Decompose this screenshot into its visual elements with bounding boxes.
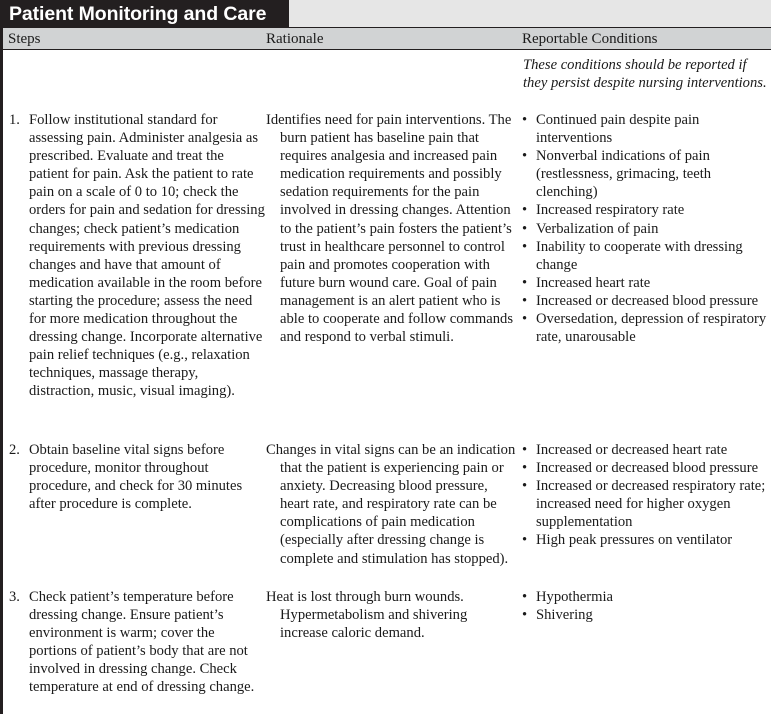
bullet-icon: • xyxy=(522,532,528,549)
condition-item: • Continued pain despite pain interventions xyxy=(522,112,700,147)
condition-item: • Shivering xyxy=(522,607,593,624)
conditions-list-3 xyxy=(521,588,771,624)
rationale-1: Identifies need for pain interventions. The burn patient has baseline pain that requires analgesia and increased pain medication requirements and possibly sedation requirements for the pain involved in dressing changes. Attention to the patient’s pain fosters the patient’s trust in healthcare personnel to control pain and promotes cooperation with future burn wound care. Goal of pain management is an alert patient who is able to cooperate and follow commands and respond to verbal stimuli. xyxy=(266,112,514,346)
condition-item: • Oversedation, depression of respiratory rate, unarousable xyxy=(522,311,767,346)
condition-item: • Nonverbal indications of pain (restlessness, grimacing, teeth clenching) xyxy=(522,148,712,201)
conditions-list-2 xyxy=(521,441,771,550)
bullet-icon: • xyxy=(522,112,528,128)
step-number: 1. xyxy=(9,112,20,128)
bullet-icon: • xyxy=(522,238,528,255)
bullet-icon: • xyxy=(522,220,528,237)
condition-item: • Increased heart rate xyxy=(522,274,651,291)
bullet-icon: • xyxy=(522,607,528,624)
bullet-icon: • xyxy=(522,442,528,458)
step-1 xyxy=(3,111,265,401)
bullet-icon: • xyxy=(522,311,528,328)
table-row xyxy=(3,588,265,697)
bullet-icon: • xyxy=(522,274,528,291)
conditions-list-1 xyxy=(521,111,771,346)
condition-item: • Hypothermia xyxy=(522,589,614,605)
bullet-icon: • xyxy=(522,148,528,165)
step-3 xyxy=(3,588,265,697)
table-row xyxy=(3,111,265,401)
column-header-reportable: Reportable Conditions xyxy=(522,31,658,47)
condition-item: • Increased or decreased blood pressure xyxy=(522,460,759,477)
bullet-icon: • xyxy=(522,589,528,605)
table-row xyxy=(3,441,265,513)
condition-item: • Increased or decreased respiratory rate; increased need for higher oxygen supplementation xyxy=(522,478,766,531)
bullet-icon: • xyxy=(522,202,528,219)
step-text: Obtain baseline vital signs before procedure, monitor throughout procedure, and check for 30 minutes after procedure is complete. xyxy=(29,442,243,513)
column-header-steps: Steps xyxy=(8,31,41,47)
bullet-icon: • xyxy=(522,460,528,477)
condition-item: • Increased or decreased heart rate xyxy=(522,442,728,458)
step-number: 3. xyxy=(9,589,20,605)
condition-item: • Inability to cooperate with dressing change xyxy=(522,238,743,273)
condition-item: • Increased or decreased blood pressure xyxy=(522,292,759,309)
section-title: Patient Monitoring and Care xyxy=(0,0,289,27)
column-header-rationale: Rationale xyxy=(266,31,324,47)
table-header xyxy=(3,27,771,50)
condition-item: • Verbalization of pain xyxy=(522,220,659,237)
rationale-2: Changes in vital signs can be an indication that the patient is experiencing pain or anxiety. Decreasing blood pressure, heart rate, and respiratory rate can be complications of pain medication (especially after dressing change is complete and stimulation has stopped). xyxy=(266,442,516,567)
title-bar xyxy=(0,0,771,27)
step-2 xyxy=(3,441,265,513)
bullet-icon: • xyxy=(522,478,528,495)
condition-item: • Increased respiratory rate xyxy=(522,202,685,219)
bullet-icon: • xyxy=(522,292,528,309)
condition-item: • High peak pressures on ventilator xyxy=(522,532,733,549)
rationale-3: Heat is lost through burn wounds. Hypermetabolism and shivering increase caloric demand. xyxy=(266,589,468,642)
step-number: 2. xyxy=(9,442,20,458)
reportable-note: These conditions should be reported if they persist despite nursing interventions. xyxy=(523,57,767,92)
step-text: Check patient’s temperature before dressing change. Ensure patient’s environment is warm; cover the portions of patient’s body that are not involved in dressing change. Check temperature at end of dressing change. xyxy=(29,589,255,696)
step-text: Follow institutional standard for assessing pain. Administer analgesia as prescribed. Evaluate and treat the patient for pain. Ask the patient to rate pain on a scale of 0 to 10; check the orders for pain and sedation for dressing changes; check patient’s medication requirements with previous dressing changes and have that amount of medication available in the room before starting the procedure; assess the need for more medication throughout the dressing change. Incorporate alternative pain relief techniques (e.g., relaxation techniques, massage therapy, distraction, music, visual imaging). xyxy=(29,112,265,400)
